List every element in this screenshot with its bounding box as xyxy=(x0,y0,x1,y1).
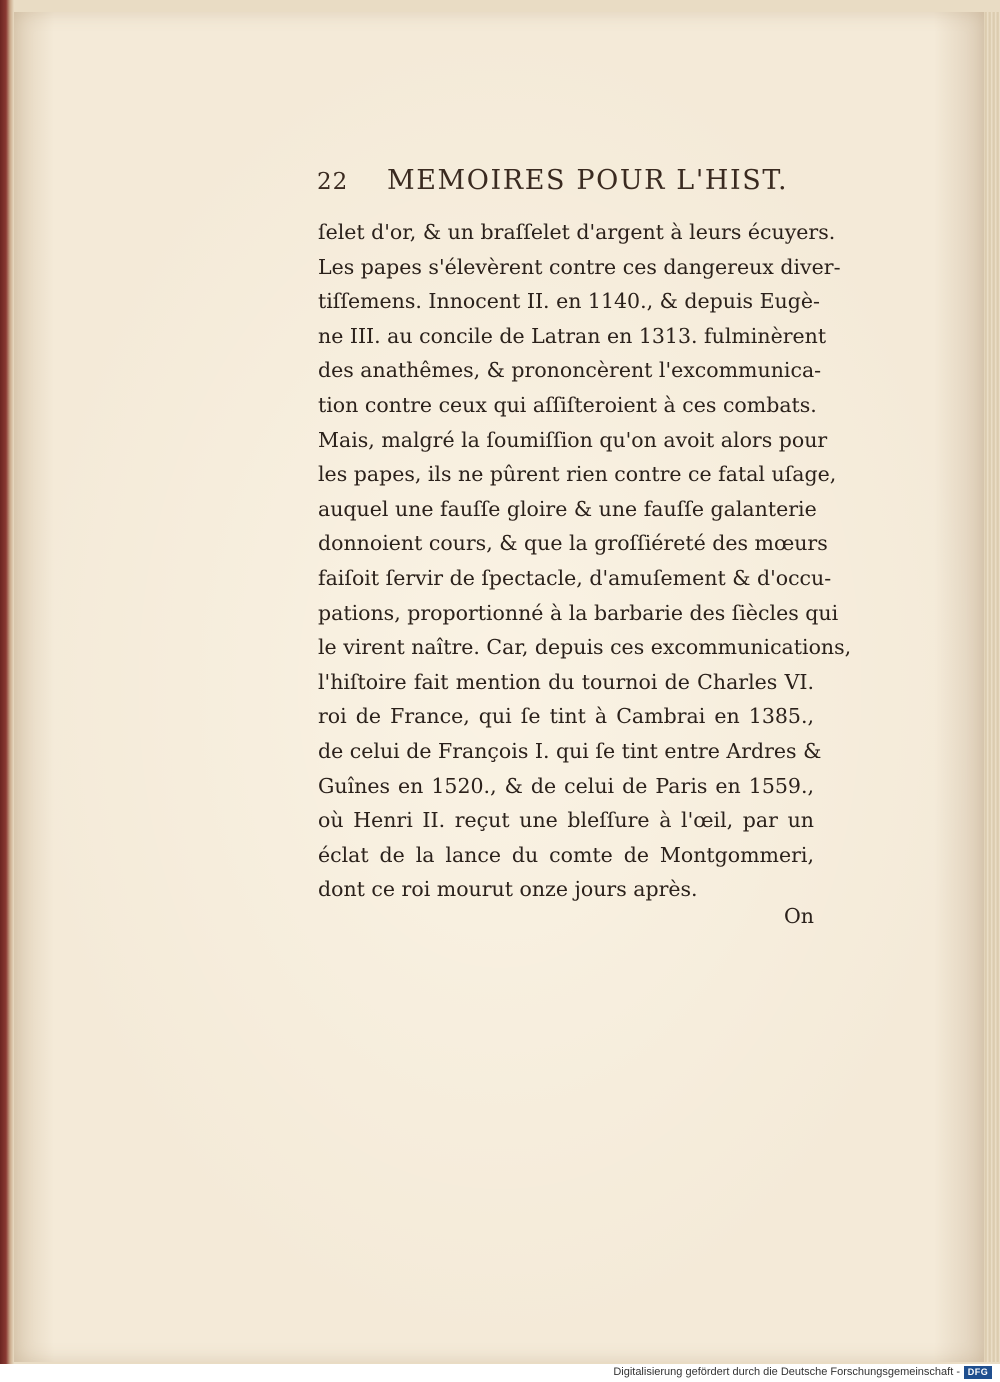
text-line: faiſoit ſervir de ſpectacle, d'amuſement & d'occu- xyxy=(318,565,832,590)
text-line: ne III. au concile de Latran en 1313. fulminèrent xyxy=(318,323,827,348)
text-line: le virent naître. Car, depuis ces excommunications, xyxy=(318,635,852,660)
text-line: des anathêmes, & prononcèrent l'excommunica- xyxy=(318,358,822,383)
text-line: roi de France, qui ſe tint à Cambrai en 1385., xyxy=(318,704,814,729)
page-header xyxy=(305,163,825,203)
digitization-credit: Digitalisierung gefördert durch die Deutsche Forschungsgemeinschaft - xyxy=(613,1366,960,1378)
page-number: 22 xyxy=(317,169,349,195)
text-line: ſelet d'or, & un braſſelet d'argent à leurs écuyers. xyxy=(318,220,836,244)
text-line: pations, proportionné à la barbarie des ſiècles qui xyxy=(318,600,839,625)
text-line: où Henri II. reçut une bleſſure à l'œil, par un xyxy=(318,808,814,833)
text-line: Guînes en 1520., & de celui de Paris en 1559., xyxy=(318,773,814,798)
running-head: MEMOIRES POUR L'HIST. xyxy=(387,165,789,196)
dfg-logo: DFG xyxy=(964,1366,992,1379)
text-line: Mais, malgré la ſoumiſſion qu'on avoit alors pour xyxy=(318,427,828,452)
text-line: tiſſemens. Innocent II. en 1140., & depuis Eugè- xyxy=(318,289,820,314)
text-line: Les papes s'élevèrent contre ces dangereux diver- xyxy=(318,254,841,279)
text-line: éclat de la lance du comte de Montgommeri, xyxy=(318,842,814,867)
text-line: de celui de François I. qui ſe tint entre Ardres & xyxy=(318,738,822,763)
text-line: donnoient cours, & que la groſſiéreté des mœurs xyxy=(318,531,828,556)
text-line: dont ce roi mourut onze jours après. xyxy=(318,877,698,902)
catchword: On xyxy=(783,904,814,928)
page-fore-edge xyxy=(984,12,1000,1362)
text-line: auquel une fauſſe gloire & une fauſſe galanterie xyxy=(318,496,817,521)
text-line: l'hiſtoire fait mention du tournoi de Charles VI. xyxy=(318,669,814,694)
text-line: les papes, ils ne pûrent rien contre ce fatal uſage, xyxy=(318,462,837,487)
body-text xyxy=(318,215,852,907)
text-line: tion contre ceux qui aſſiſteroient à ces combats. xyxy=(318,392,817,417)
